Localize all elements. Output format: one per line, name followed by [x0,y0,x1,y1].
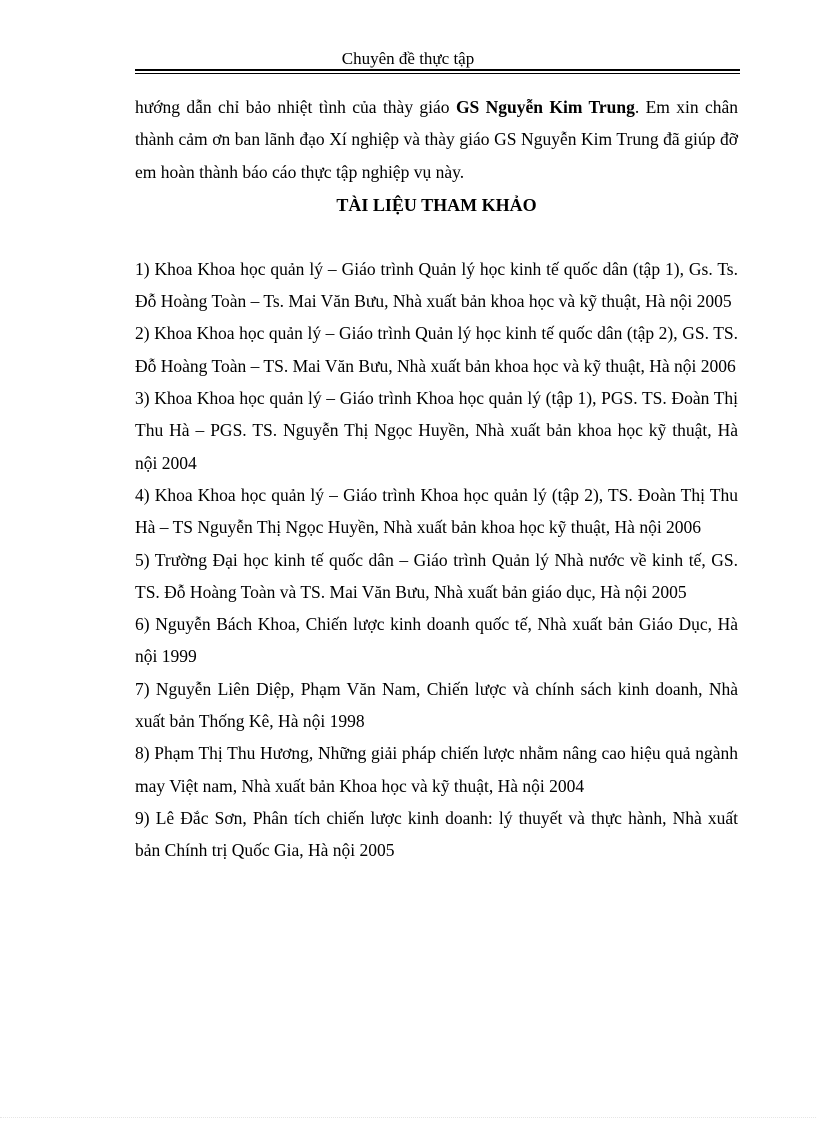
intro-paragraph [135,91,738,188]
document-body [135,91,738,867]
reference-item: 4) Khoa Khoa học quản lý – Giáo trình Khoa học quản lý (tập 2), TS. Đoàn Thị Thu Hà – TS Nguyễn Thị Ngọc Huyền, Nhà xuất bản khoa học kỹ thuật, Hà nội 2006 [135,484,738,538]
intro-text-before: hướng dẫn chỉ bảo nhiệt tình của thày giáo [135,97,456,117]
page-header-title: Chuyên đề thực tập [341,49,475,68]
supervisor-name: GS Nguyễn Kim Trung [455,97,635,117]
header-rule-thick [135,69,740,71]
intro-text-after: . Em xin chân thành cảm ơn ban lãnh đạo Xí nghiệp và thày giáo GS Nguyễn Kim Trung đã giúp đỡ em hoàn thành báo cáo thực tập nghiệp vụ này. [135,97,739,182]
header-rule-thin [135,73,740,74]
reference-item: 1) Khoa Khoa học quản lý – Giáo trình Quản lý học kinh tế quốc dân (tập 1), Gs. Ts. Đỗ Hoàng Toàn – Ts. Mai Văn Bưu, Nhà xuất bản khoa học và kỹ thuật, Hà nội 2005 [135,258,738,312]
references-list [135,253,738,867]
reference-item: 6) Nguyễn Bách Khoa, Chiến lược kinh doanh quốc tế, Nhà xuất bản Giáo Dục, Hà nội 1999 [135,614,738,667]
reference-item: 8) Phạm Thị Thu Hương, Những giải pháp chiến lược nhằm nâng cao hiệu quả ngành may Việt nam, Nhà xuất bản Khoa học và kỹ thuật, Hà nội 2004 [135,743,738,796]
reference-item: 9) Lê Đắc Sơn, Phân tích chiến lược kinh doanh: lý thuyết và thực hành, Nhà xuất bản Chính trị Quốc Gia, Hà nội 2005 [135,807,738,861]
reference-item: 7) Nguyễn Liên Diệp, Phạm Văn Nam, Chiến lược và chính sách kinh doanh, Nhà xuất bản Thống Kê, Hà nội 1998 [135,678,738,732]
reference-item: 2) Khoa Khoa học quản lý – Giáo trình Quản lý học kinh tế quốc dân (tập 2), GS. TS. Đỗ Hoàng Toàn – TS. Mai Văn Bưu, Nhà xuất bản khoa học và kỹ thuật, Hà nội 2006 [135,323,738,376]
page-bottom-border [0,1117,816,1118]
reference-item: 5) Trường Đại học kinh tế quốc dân – Giáo trình Quản lý Nhà nước về kinh tế, GS. TS. Đỗ Hoàng Toàn và TS. Mai Văn Bưu, Nhà xuất bản giáo dục, Hà nội 2005 [135,549,738,602]
references-heading: TÀI LIỆU THAM KHẢO [336,194,537,215]
reference-item: 3) Khoa Khoa học quản lý – Giáo trình Khoa học quản lý (tập 1), PGS. TS. Đoàn Thị Thu Hà – PGS. TS. Nguyễn Thị Ngọc Huyền, Nhà xuất bản khoa học kỹ thuật, Hà nội 2004 [135,388,738,473]
